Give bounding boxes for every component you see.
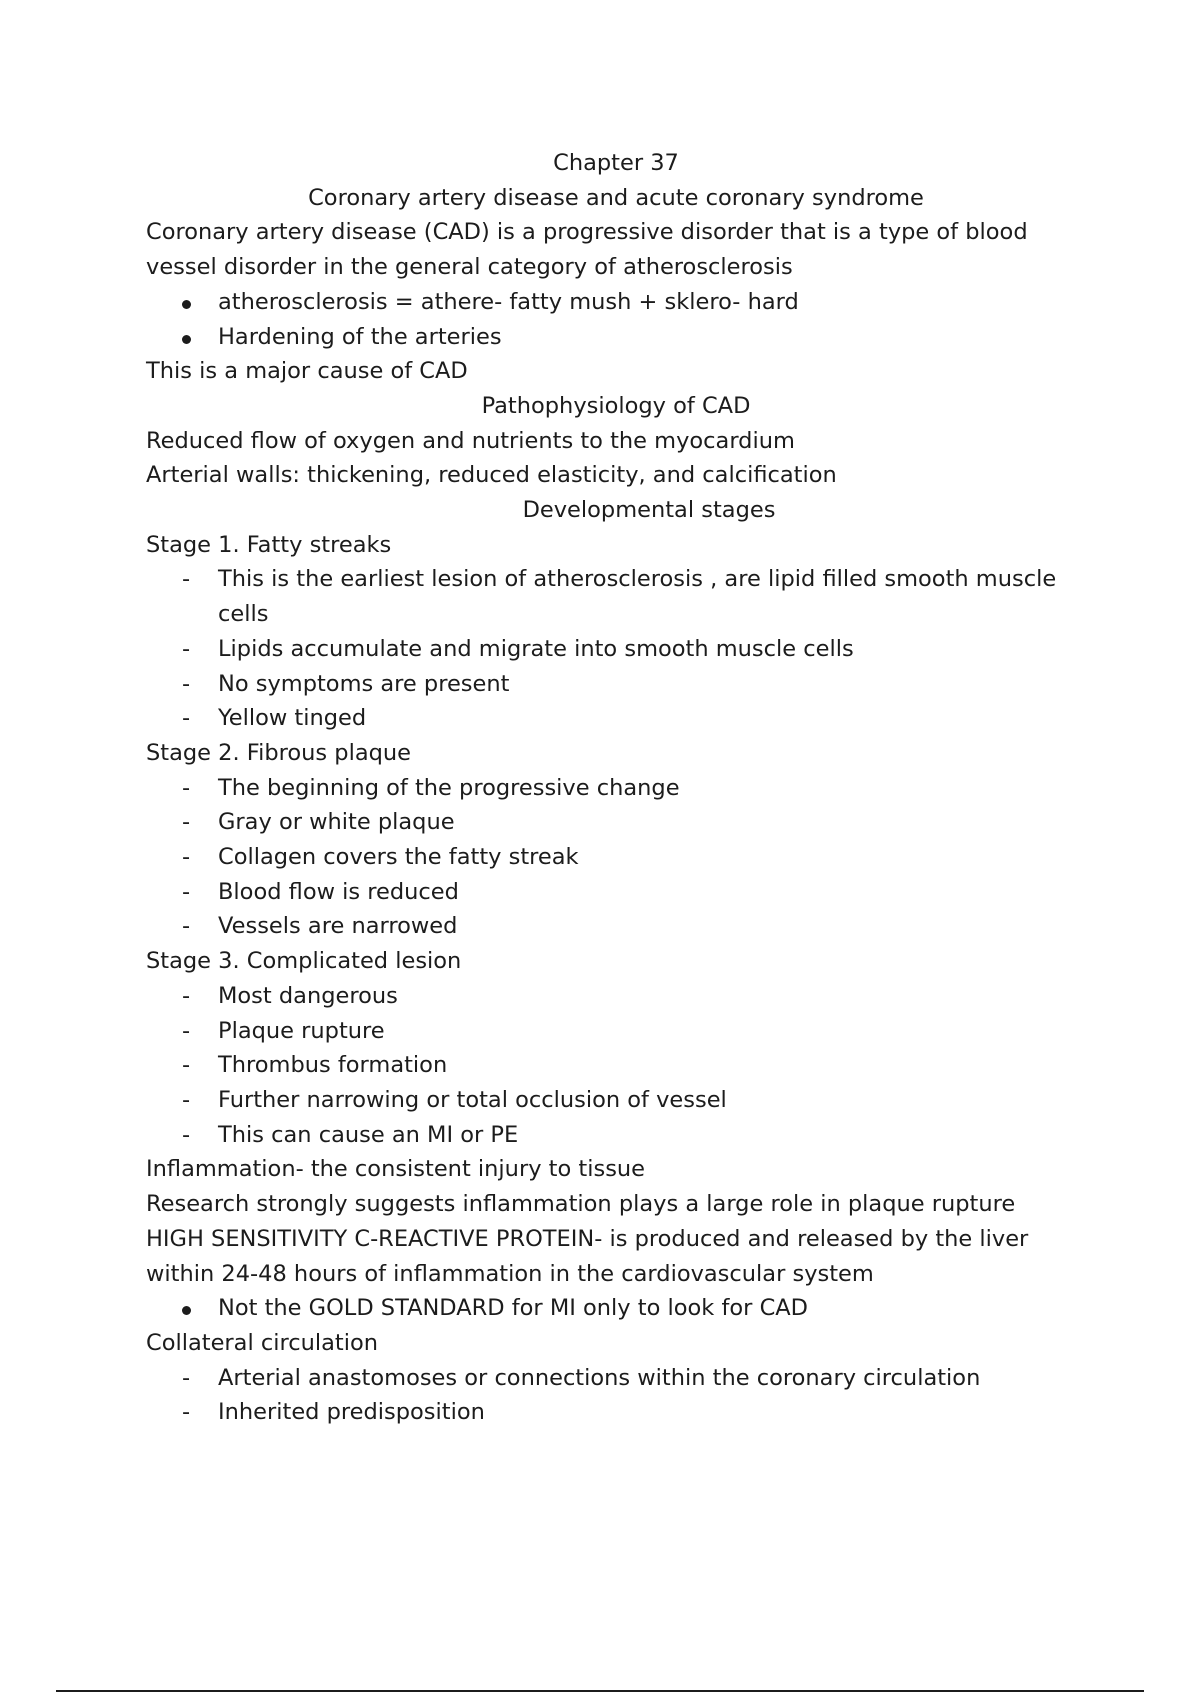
list-item: - Inherited predisposition	[182, 1399, 485, 1426]
list-item: - Plaque rupture	[182, 1017, 385, 1044]
list-item: atherosclerosis = athere- fatty mush + sklero- hard	[146, 285, 1086, 320]
chapter-heading: Chapter 37	[553, 150, 679, 176]
patho-line: Arterial walls: thickening, reduced elasticity, and calcification	[146, 462, 837, 489]
list-item: - Collagen covers the fatty streak	[182, 844, 579, 871]
list-item: - Yellow tinged	[182, 705, 367, 732]
pathophysiology-heading: Pathophysiology of CAD	[481, 392, 751, 419]
stage-2-list	[146, 771, 1086, 945]
bullet-icon	[182, 335, 191, 344]
list-item: - Thrombus formation	[182, 1052, 448, 1079]
list-item: - Further narrowing or total occlusion of vessel	[182, 1086, 727, 1113]
stage-2-title: Stage 2. Fibrous plaque	[146, 739, 411, 766]
list-item: - No symptoms are present	[182, 670, 510, 697]
intro-bullet-list	[146, 285, 1086, 354]
document-page	[146, 146, 1086, 1430]
list-item: - Blood flow is reduced	[182, 878, 459, 905]
research-text: Research strongly suggests inflammation plays a large role in plaque rupture	[146, 1191, 1016, 1218]
list-item: - The beginning of the progressive change	[182, 774, 680, 801]
list-item: - Most dangerous	[182, 982, 398, 1009]
list-item: - Lipids accumulate and migrate into smooth muscle cells	[182, 635, 854, 662]
list-item: - This can cause an MI or PE	[182, 1121, 519, 1148]
stage-1-title: Stage 1. Fatty streaks	[146, 531, 392, 558]
bullet-icon	[182, 1306, 191, 1315]
collateral-list	[146, 1361, 1086, 1430]
footer-divider	[56, 1690, 1144, 1692]
inflammation-text: Inflammation- the consistent injury to tissue	[146, 1156, 646, 1183]
list-item: Hardening of the arteries	[146, 320, 1086, 355]
list-item: - Gray or white plaque	[182, 809, 455, 836]
stage-3-list	[146, 979, 1086, 1153]
patho-line: Reduced flow of oxygen and nutrients to the myocardium	[146, 427, 795, 454]
crp-paragraph: HIGH SENSITIVITY C-REACTIVE PROTEIN- is produced and released by the liver within 24-48 hours of inflammation in the cardiovascular system	[146, 1225, 1029, 1287]
document-title: Coronary artery disease and acute coronary syndrome	[308, 184, 924, 211]
list-item: - Arterial anastomoses or connections within the coronary circulation	[182, 1364, 981, 1391]
crp-bullet-list	[146, 1291, 1086, 1326]
list-item: - Vessels are narrowed	[182, 913, 458, 940]
list-item: - This is the earliest lesion of atherosclerosis , are lipid filled smooth muscle cells	[182, 566, 1057, 628]
stage-3-title: Stage 3. Complicated lesion	[146, 948, 462, 975]
intro-paragraph: Coronary artery disease (CAD) is a progressive disorder that is a type of blood vessel disorder in the general category of atherosclerosis	[146, 219, 1028, 281]
list-item: Not the GOLD STANDARD for MI only to look for CAD	[146, 1291, 1086, 1326]
major-cause-text: This is a major cause of CAD	[146, 358, 468, 385]
collateral-title: Collateral circulation	[146, 1329, 379, 1356]
bullet-icon	[182, 300, 191, 309]
developmental-stages-heading: Developmental stages	[522, 497, 776, 524]
stage-1-list	[146, 562, 1086, 736]
